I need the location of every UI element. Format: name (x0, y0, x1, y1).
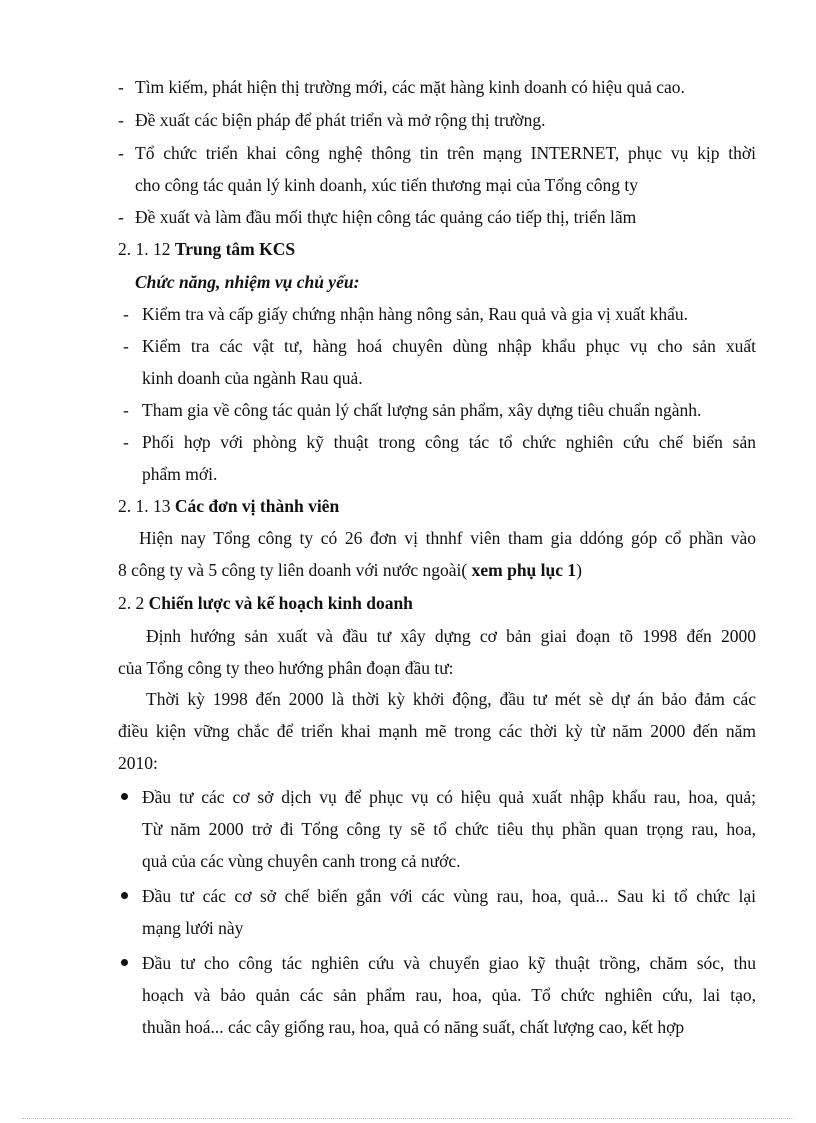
page-bottom-rule (22, 1118, 794, 1119)
dash-marker: - (118, 207, 124, 227)
dash-marker: - (123, 400, 129, 420)
list-item: Tham gia về công tác quản lý chất lượng sản phẩm, xây dựng tiêu chuẩn ngành. (142, 400, 702, 420)
bullet-continuation: Từ năm 2000 trở đi Tổng công ty sẽ tổ chức tiêu thụ phần quan trọng rau, hoa, (142, 819, 756, 839)
dash-marker: - (123, 336, 129, 356)
bullet-continuation: hoạch và bảo quản các sản phẩm rau, hoa, qủa. Tổ chức nghiên cứu, lai tạo, (142, 985, 756, 1005)
section-title: Trung tâm KCS (174, 239, 296, 259)
list-item: Đề xuất và làm đầu mối thực hiện công tác quảng cáo tiếp thị, triển lãm (135, 207, 637, 227)
section-title: Các đơn vị thành viên (174, 496, 340, 516)
bullet-continuation: quả của các vùng chuyên canh trong cả nước. (142, 851, 461, 871)
list-item: Tìm kiếm, phát hiện thị trường mới, các mặt hàng kinh doanh có hiệu quả cao. (135, 77, 685, 97)
bullet-item (0, 781, 816, 813)
subheading: Chức năng, nhiệm vụ chủ yếu: (135, 272, 360, 292)
section-number: 2. 1. 12 (118, 239, 175, 259)
paragraph-text: 8 công ty và 5 công ty liên doanh với nước ngoài( (118, 560, 472, 580)
paragraph-line: Hiện nay Tổng công ty có 26 đơn vị thnhf viên tham gia ddóng góp cổ phần vào (139, 528, 756, 548)
dash-marker: - (123, 304, 129, 324)
bullet-text: Đầu tư cho công tác nghiên cứu và chuyển giao kỹ thuật trồng, chăm sóc, thu (142, 953, 756, 973)
list-item-continuation: kinh doanh của ngành Rau quả. (142, 368, 363, 388)
dash-marker: - (118, 77, 124, 97)
dash-marker: - (118, 110, 124, 130)
list-item: Tổ chức triển khai công nghệ thông tin trên mạng INTERNET, phục vụ kịp thời (135, 143, 756, 163)
dash-marker: - (118, 143, 124, 163)
bullet-item (0, 947, 816, 979)
bullet-dot (121, 959, 128, 966)
list-item: Phối hợp với phòng kỹ thuật trong công tác tổ chức nghiên cứu chế biến sản (142, 432, 756, 452)
list-item-continuation: cho công tác quản lý kinh doanh, xúc tiến thương mại của Tổng công ty (135, 175, 638, 195)
section-number: 2. 1. 13 (118, 496, 175, 516)
dash-marker: - (123, 432, 129, 452)
section-title: Chiến lược và kế hoạch kinh doanh (148, 593, 413, 613)
paragraph-line: của Tổng công ty theo hướng phân đoạn đầu tư: (118, 658, 454, 678)
bullet-text: Đầu tư các cơ sở chế biến gắn với các vùng rau, hoa, quả... Sau ki tổ chức lại (142, 886, 756, 906)
bullet-continuation: mạng lưới này (142, 918, 244, 938)
list-item: Đề xuất các biện pháp để phát triển và mở rộng thị trường. (135, 110, 546, 130)
paragraph-line: điều kiện vững chắc để triển khai mạnh mẽ trong các thời kỳ từ năm 2000 đến năm (118, 721, 756, 741)
bullet-dot (121, 793, 128, 800)
list-item: Kiểm tra các vật tư, hàng hoá chuyên dùng nhập khẩu phục vụ cho sản xuất (142, 336, 756, 356)
bullet-dot (121, 892, 128, 899)
section-heading (118, 587, 413, 619)
appendix-reference: xem phụ lục 1 (471, 560, 577, 580)
section-number: 2. 2 (118, 593, 149, 613)
paragraph-line: 2010: (118, 753, 158, 773)
list-item-continuation: phẩm mới. (142, 464, 218, 484)
section-heading (118, 233, 295, 265)
paragraph-line (118, 554, 582, 586)
bullet-item (0, 880, 816, 912)
list-item: Kiểm tra và cấp giấy chứng nhận hàng nông sản, Rau quả và gia vị xuất khẩu. (142, 304, 688, 324)
paragraph-text: ) (576, 560, 582, 580)
paragraph-line: Thời kỳ 1998 đến 2000 là thời kỳ khởi động, đầu tư mét sè dự án bảo đảm các (146, 689, 756, 709)
bullet-continuation: thuần hoá... các cây giống rau, hoa, quả có năng suất, chất lượng cao, kết hợp (142, 1017, 685, 1037)
bullet-text: Đầu tư các cơ sở dịch vụ để phục vụ có hiệu quả xuất nhập khẩu rau, hoa, quả; (142, 787, 756, 807)
paragraph-line: Định hướng sản xuất và đầu tư xây dựng cơ bản giai đoạn tõ 1998 đến 2000 (146, 626, 756, 646)
section-heading (118, 490, 339, 522)
